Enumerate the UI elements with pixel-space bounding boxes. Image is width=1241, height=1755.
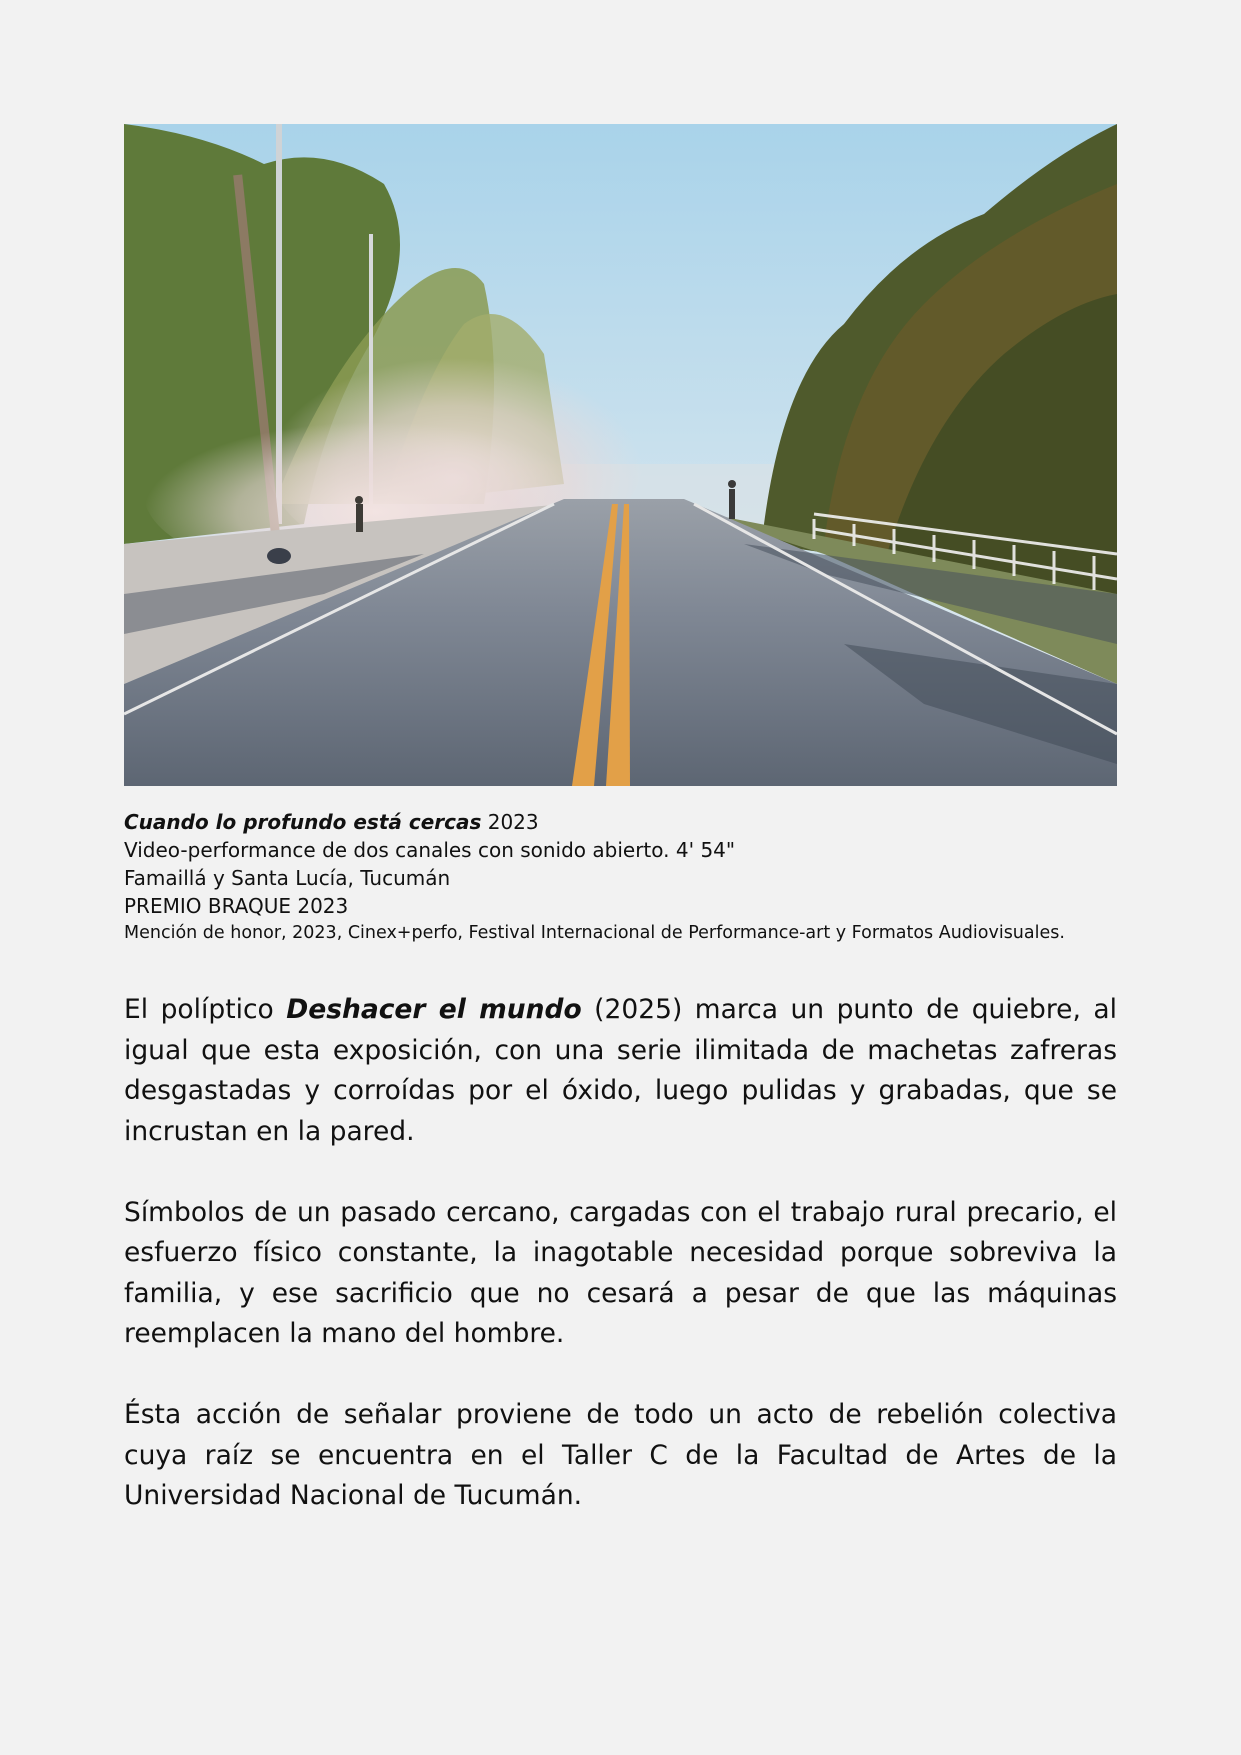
paragraph-2: Símbolos de un pasado cercano, cargadas con el trabajo rural precario, el esfuerzo físico constante, la inagotable necesidad porque sobreviva la familia, y ese sacrificio que no cesará a pesar de que las máquinas reemplacen la mano del hombre. (124, 1196, 1117, 1349)
artwork-title: Deshacer el mundo (286, 994, 582, 1025)
caption-medium: Video-performance de dos canales con sonido abierto. 4' 54" (124, 838, 736, 862)
caption-location: Famaillá y Santa Lucía, Tucumán (124, 866, 451, 890)
caption-title: Cuando lo profundo está cercas (124, 810, 482, 834)
caption-year: 2023 (487, 810, 539, 834)
paragraph-1-start: El políptico (124, 994, 287, 1025)
caption-mention: Mención de honor, 2023, Cinex+perfo, Festival Internacional de Performance-art y Formatos Audiovisuales. (124, 923, 1065, 943)
artwork-photo (124, 124, 1117, 786)
paragraph-3: Ésta acción de señalar proviene de todo un acto de rebelión colectiva cuya raíz se encuentra en el Taller C de la Facultad de Artes de la Universidad Nacional de Tucumán. (124, 1399, 1117, 1511)
photo-caption (124, 808, 1117, 946)
caption-award: PREMIO BRAQUE 2023 (124, 894, 349, 918)
paragraph-1 (124, 990, 1117, 1152)
caption-title-line (124, 808, 1117, 836)
body-text (124, 990, 1117, 1557)
paragraph-1-rest: (2025) marca un punto de quiebre, al igual que esta exposición, con una serie ilimitada de machetas zafreras desgastadas y corroídas por el óxido, luego pulidas y grabadas, que se incrustan en la pared. (124, 994, 1117, 1147)
